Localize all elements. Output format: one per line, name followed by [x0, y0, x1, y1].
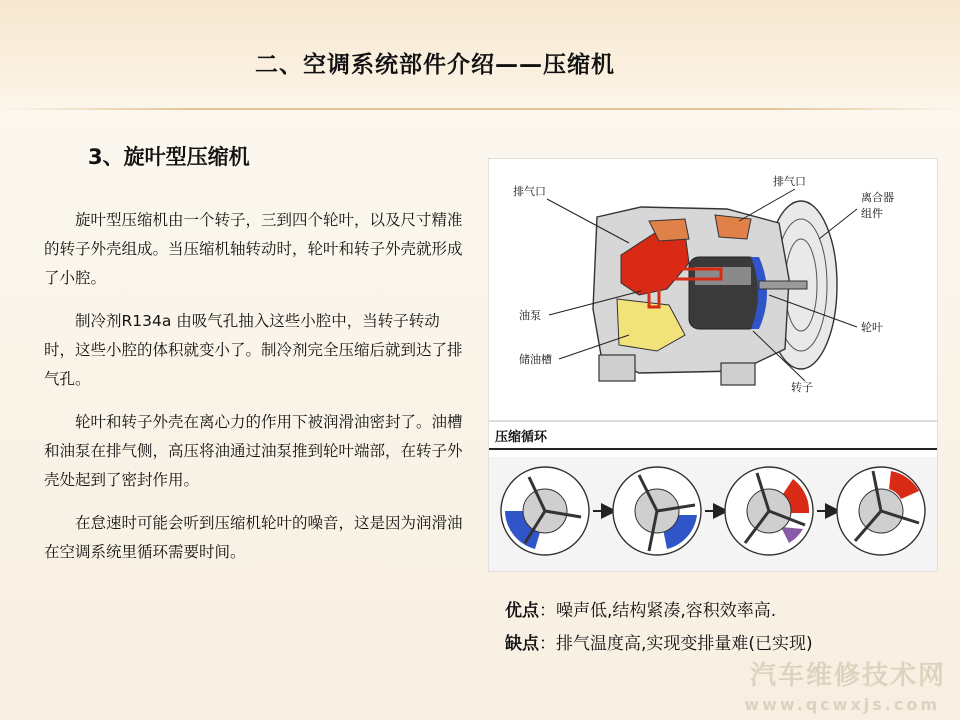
paragraph-sealing: 轮叶和转子外壳在离心力的作用下被润滑油密封了。油槽和油泵在排气侧，高压将油通过油泵推到轮叶端部，在转子外壳处起到了密封作用。 [44, 413, 463, 489]
pros-text: ：噪声低,结构紧凑,容积效率高. [539, 601, 777, 621]
label-discharge-port-left: 排气口 [513, 185, 546, 198]
shaft [759, 281, 807, 289]
mount-foot-left [599, 355, 635, 381]
label-oil-reservoir: 储油槽 [519, 353, 552, 366]
cycle-title: 压缩循环 [495, 430, 548, 445]
body-text [44, 206, 470, 581]
label-clutch-line2: 组件 [861, 207, 883, 220]
label-rotor: 转子 [791, 381, 813, 394]
cycle-stage-4 [837, 467, 925, 555]
label-clutch-line1: 离合器 [861, 191, 894, 204]
mount-foot-right [721, 363, 755, 385]
pros-label: 优点 [505, 601, 539, 621]
label-discharge-port-right: 排气口 [773, 175, 806, 188]
paragraph-intake: 制冷剂R134a 由吸气孔抽入这些小腔中，当转子转动时，这些小腔的体积就变小了。制冷剂完全压缩后就到达了排气孔。 [44, 312, 463, 388]
compressor-illustration [489, 159, 937, 571]
paragraph-structure: 旋叶型压缩机由一个转子，三到四个轮叶，以及尺寸精准的转子外壳组成。当压缩机轴转动时，轮叶和转子外壳就形成了小腔。 [44, 211, 463, 287]
cons-text: ：排气温度高,实现变排量难(已实现) [539, 634, 813, 654]
pros-line [505, 595, 813, 628]
slide-title: 二、空调系统部件介绍——压缩机 [255, 52, 615, 78]
compressor-figure [488, 158, 938, 572]
label-vane: 轮叶 [861, 321, 883, 334]
cycle-stage-1 [501, 467, 589, 555]
pros-cons [505, 595, 813, 661]
cycle-stage-3 [725, 467, 813, 555]
cycle-stage-2 [613, 467, 701, 555]
section-heading: 3、旋叶型压缩机 [88, 145, 250, 169]
label-oil-pump: 油泵 [519, 309, 541, 322]
header-divider [0, 108, 960, 110]
watermark-name: 汽车维修技术网 [749, 661, 946, 691]
compressor-cutaway [593, 201, 837, 385]
paragraph-idle-noise: 在怠速时可能会听到压缩机轮叶的噪音，这是因为润滑油在空调系统里循环需要时间。 [44, 514, 463, 561]
discharge-port-right [715, 215, 751, 239]
compression-cycle [489, 421, 937, 571]
cons-label: 缺点 [505, 634, 539, 654]
watermark-url: www.qcwxjs.com [744, 695, 940, 714]
